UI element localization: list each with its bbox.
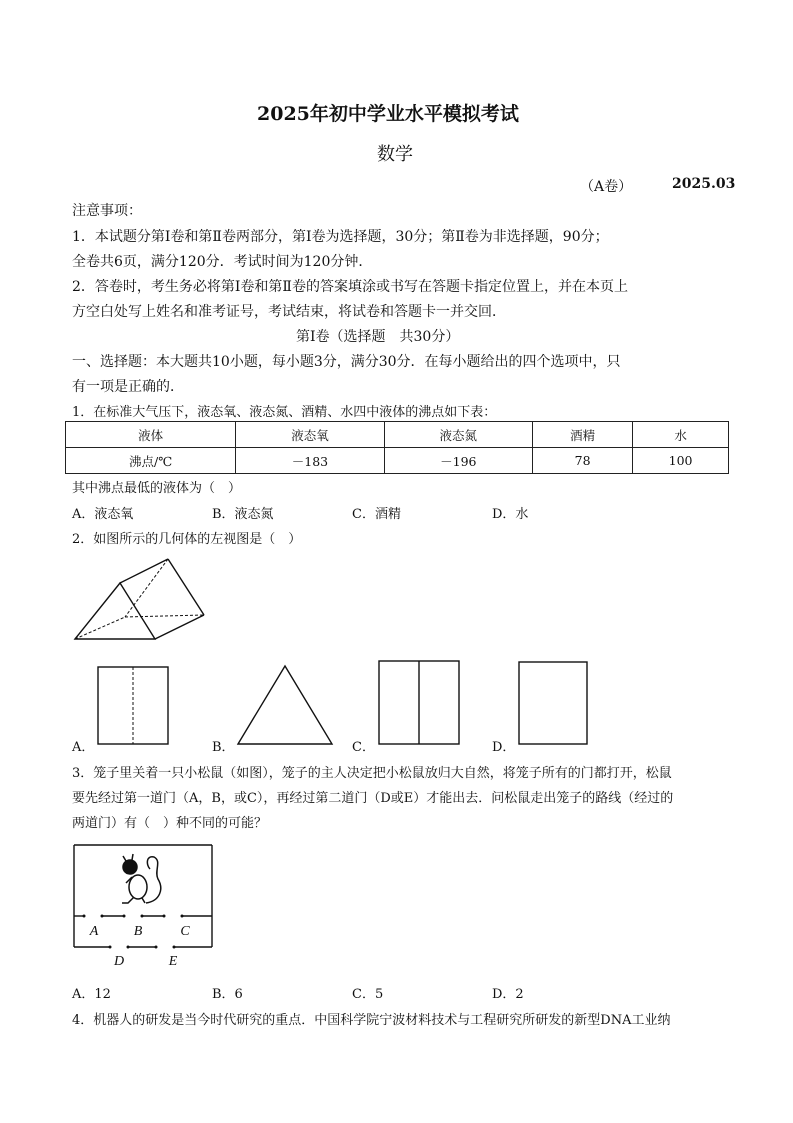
- q2-option-b-figure: [236, 664, 334, 746]
- q2-option-d-figure: [518, 661, 588, 745]
- gate-label-c: C: [180, 924, 190, 939]
- gate-label-e: E: [168, 954, 178, 969]
- q2-option-a-label: A．: [72, 740, 95, 755]
- section-intro-line-2: 有一项是正确的．: [72, 379, 184, 395]
- gate-label-d: D: [113, 954, 125, 969]
- q3-line-3: 两道门）有（ ）种不同的可能？: [72, 816, 268, 831]
- q3-option-c: C．5: [352, 987, 384, 1002]
- squirrel-cage-figure: [72, 843, 214, 968]
- section-heading: 第Ⅰ卷（选择题 共30分）: [296, 329, 460, 345]
- subject-title: 数学: [377, 144, 413, 165]
- exam-date: 2025.03: [672, 176, 736, 192]
- notice-item-2-line-1: 2．答卷时，考生务必将第Ⅰ卷和第Ⅱ卷的答案填涂或书写在答题卡指定位置上，并在本页上: [72, 279, 628, 295]
- table-header-cell: 酒精: [532, 422, 632, 448]
- q3-option-d: D．2: [492, 987, 524, 1002]
- q3-line-2: 要先经过第一道门（A，B，或C），再经过第二道门（D或E）才能出去．问松鼠走出笼子的路线（经过的: [72, 791, 674, 806]
- table-header-cell: 液态氮: [384, 422, 532, 448]
- q3-option-a: A．12: [72, 987, 111, 1002]
- q1-option-b: B．液态氮: [212, 507, 274, 522]
- notice-heading: 注意事项：: [72, 203, 142, 219]
- notice-item-2-line-2: 方空白处写上姓名和准考证号，考试结束，将试卷和答题卡一并交回．: [72, 304, 506, 320]
- table-header-cell: 液态氧: [236, 422, 384, 448]
- q2-option-d-label: D．: [492, 740, 516, 755]
- boiling-point-table: [65, 421, 729, 474]
- table-header-row: [66, 422, 729, 448]
- q1-option-c: C．酒精: [352, 507, 401, 522]
- notice-item-1-line-1: 1．本试题分第Ⅰ卷和第Ⅱ卷两部分，第Ⅰ卷为选择题，30分；第Ⅱ卷为非选择题，90分；: [72, 229, 609, 245]
- q1-stem: 1．在标准大气压下，液态氧、液态氮、酒精、水四中液体的沸点如下表：: [72, 405, 497, 420]
- gate-label-b: B: [133, 924, 143, 939]
- q2-option-b-label: B．: [212, 740, 235, 755]
- paper-type: （A卷）: [580, 179, 633, 195]
- q3-line-1: 3．笼子里关着一只小松鼠（如图），笼子的主人决定把小松鼠放归大自然，将笼子所有的门都打开，松鼠: [72, 766, 672, 781]
- q2-option-c-label: C．: [352, 740, 375, 755]
- notice-item-1-line-2: 全卷共6页，满分120分．考试时间为120分钟．: [72, 254, 373, 270]
- q3-option-b: B．6: [212, 987, 243, 1002]
- section-intro-line-1: 一、选择题：本大题共10小题，每小题3分，满分30分．在每小题给出的四个选项中，只: [72, 354, 621, 370]
- q2-option-c-figure: [378, 660, 460, 746]
- exam-title: 2025年初中学业水平模拟考试: [257, 103, 519, 125]
- table-cell: 78: [532, 448, 632, 474]
- gate-label-a: A: [89, 924, 99, 939]
- table-cell: －183: [236, 448, 384, 474]
- table-cell: 沸点/℃: [66, 448, 236, 474]
- q4-line-1: 4．机器人的研发是当今时代研究的重点．中国科学院宁波材料技术与工程研究所研发的新型DNA工业纳: [72, 1013, 671, 1028]
- table-header-cell: 液体: [66, 422, 236, 448]
- q1-question: 其中沸点最低的液体为（ ）: [72, 481, 242, 496]
- table-cell: 100: [633, 448, 729, 474]
- q2-option-a-figure: [97, 666, 169, 746]
- table-header-cell: 水: [633, 422, 729, 448]
- q1-option-a: A．液态氧: [72, 507, 134, 522]
- squirrel-icon: [122, 854, 161, 903]
- table-row: [66, 448, 729, 474]
- q2-stem: 2．如图所示的几何体的左视图是（ ）: [72, 532, 302, 547]
- triangular-prism-figure: [70, 555, 210, 645]
- q1-option-d: D．水: [492, 507, 529, 522]
- table-cell: －196: [384, 448, 532, 474]
